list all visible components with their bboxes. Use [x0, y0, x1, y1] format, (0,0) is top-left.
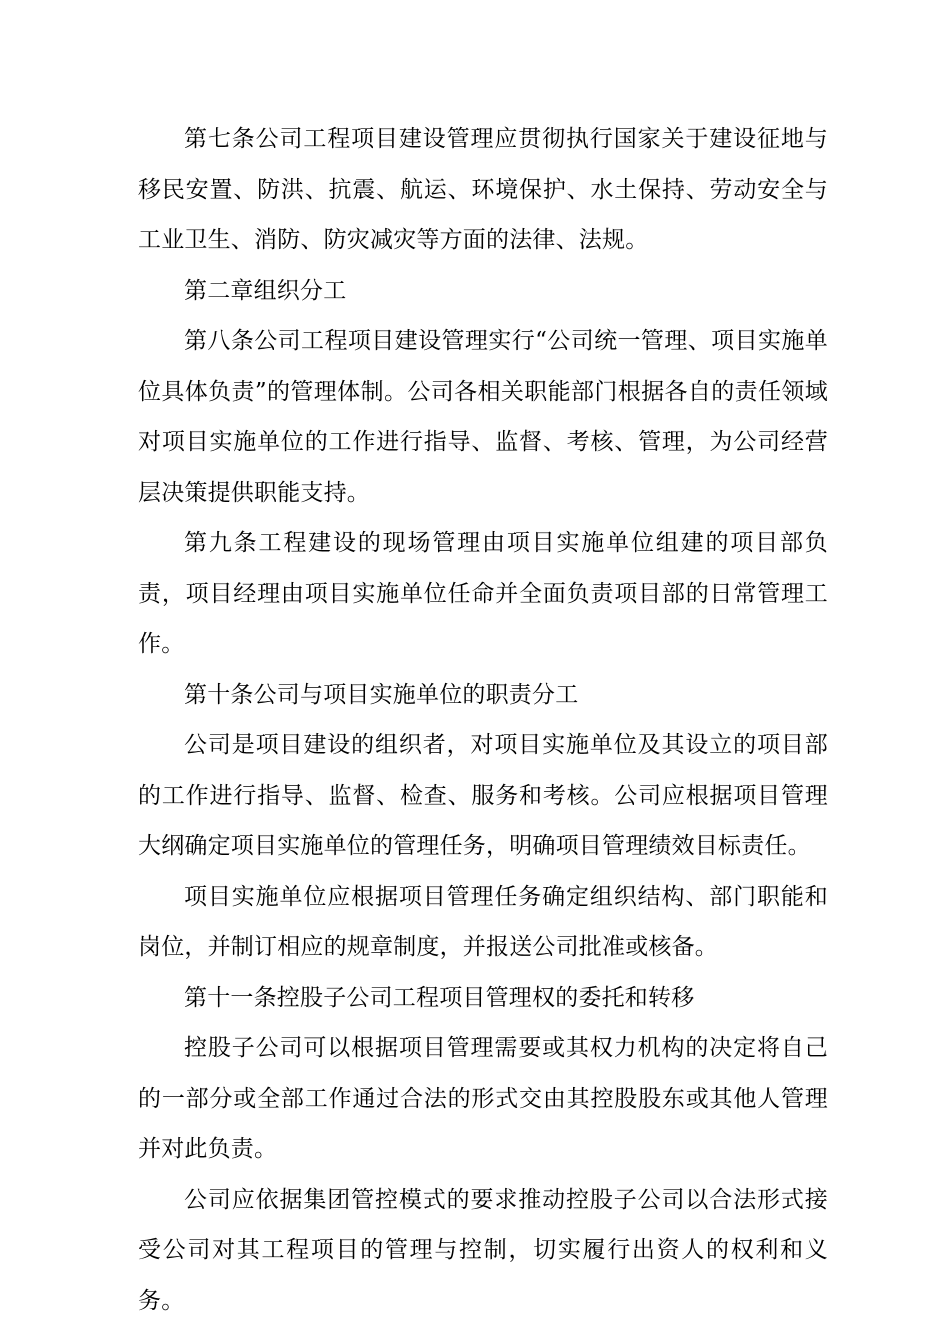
paragraph-article-8: 第八条公司工程项目建设管理实行“公司统一管理、项目实施单位具体负责”的管理体制。公司各相关职能部门根据各自的责任领域对项目实施单位的工作进行指导、监督、考核、管理，为公司经营层决策提供职能支持。 — [138, 328, 828, 506]
paragraph-group-control: 公司应依据集团管控模式的要求推动控股子公司以合法形式接受公司对其工程项目的管理与控制，切实履行出资人的权利和义务。 — [138, 1186, 828, 1314]
paragraph-company-role: 公司是项目建设的组织者，对项目实施单位及其设立的项目部的工作进行指导、监督、检查、服务和考核。公司应根据项目管理大纲确定项目实施单位的管理任务，明确项目管理绩效目标责任。 — [138, 732, 828, 859]
paragraph-subsidiary-delegation: 控股子公司可以根据项目管理需要或其权力机构的决定将自己的一部分或全部工作通过合法的形式交由其控股股东或其他人管理并对此负责。 — [138, 1035, 828, 1162]
paragraph-unit-role: 项目实施单位应根据项目管理任务确定组织结构、部门职能和岗位，并制订相应的规章制度，并报送公司批准或核备。 — [138, 883, 828, 960]
paragraph-article-11-heading: 第十一条控股子公司工程项目管理权的委托和转移 — [184, 984, 695, 1011]
chapter-heading-2: 第二章组织分工 — [184, 277, 347, 304]
paragraph-article-7: 第七条公司工程项目建设管理应贯彻执行国家关于建设征地与移民安置、防洪、抗震、航运、环境保护、水土保持、劳动安全与工业卫生、消防、防灾减灾等方面的法律、法规。 — [138, 126, 828, 253]
paragraph-article-9: 第九条工程建设的现场管理由项目实施单位组建的项目部负责，项目经理由项目实施单位任命并全面负责项目部的日常管理工作。 — [138, 530, 828, 657]
paragraph-article-10-heading: 第十条公司与项目实施单位的职责分工 — [184, 681, 579, 708]
document-page — [138, 114, 828, 1326]
